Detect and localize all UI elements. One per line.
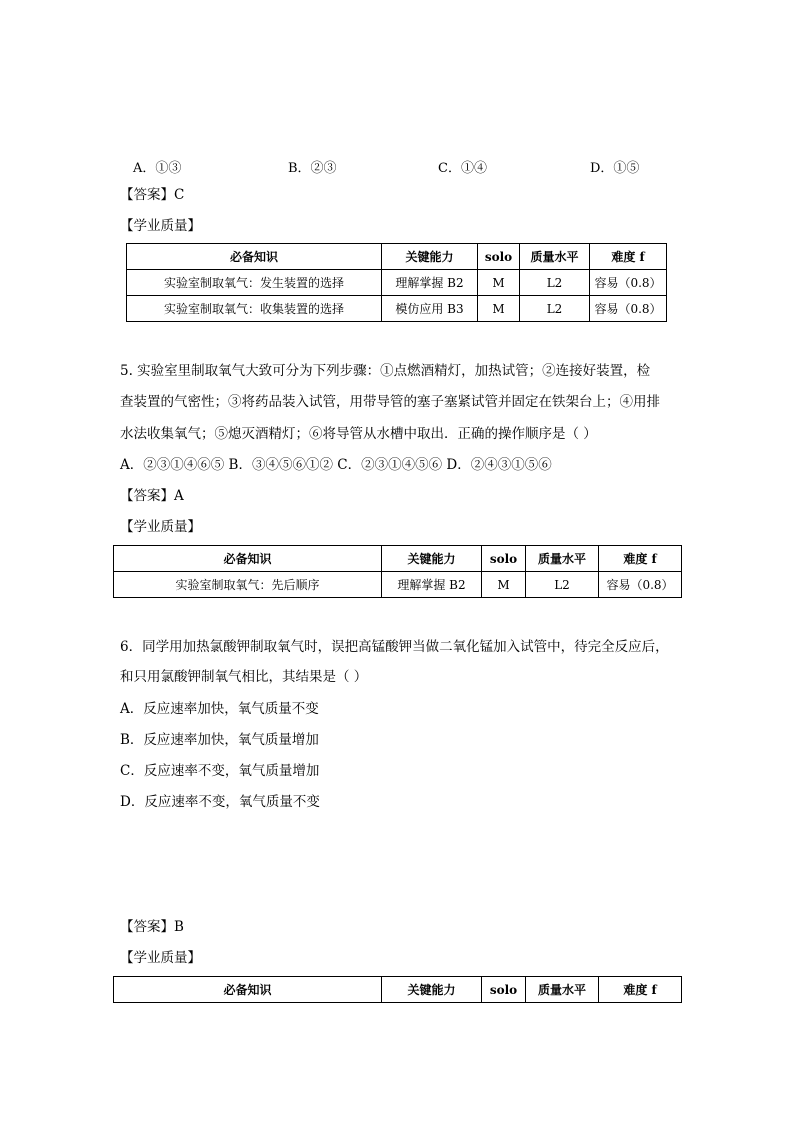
header-cell: solo (478, 244, 520, 270)
table-cell: L2 (520, 270, 590, 296)
table-cell: 理解掌握 B2 (382, 270, 478, 296)
q4-option-b: B．②③ (288, 161, 337, 176)
q5-options: A．②③①④⑥⑤ B．③④⑤⑥①② C．②③①④⑤⑥ D．②④③①⑤⑥ (120, 457, 552, 473)
q6-option-b: B．反应速率加快，氧气质量增加 (120, 732, 319, 748)
q6-quality-table (113, 976, 682, 1003)
q5-stem-line-2: 查装置的气密性；③将药品装入试管，用带导管的塞子塞紧试管并固定在铁架台上；④用排 (120, 394, 660, 410)
table-cell: L2 (526, 572, 599, 598)
q6-stem-line-1: 6．同学用加热氯酸钾制取氧气时，误把高锰酸钾当做二氧化锰加入试管中，待完全反应后， (120, 639, 669, 655)
table-row (114, 572, 682, 598)
q6-option-a: A．反应速率加快，氧气质量不变 (120, 701, 319, 717)
q6-option-c: C．反应速率不变，氧气质量增加 (120, 763, 320, 779)
q5-answer: 【答案】A (120, 488, 184, 504)
table-row (127, 270, 667, 296)
q4-option-d: D．①⑤ (590, 161, 640, 176)
header-cell: solo (482, 546, 526, 572)
table-cell: 实验室制取氧气：收集装置的选择 (127, 296, 382, 322)
q5-quality-label: 【学业质量】 (120, 519, 201, 535)
q4-answer: 【答案】C (120, 187, 185, 203)
header-cell: 必备知识 (114, 546, 382, 572)
table-cell: 容易（0.8） (599, 572, 682, 598)
table-header-row (114, 977, 682, 1003)
header-cell: 关键能力 (382, 977, 482, 1003)
q4-quality-table (126, 243, 667, 322)
header-cell: 必备知识 (114, 977, 382, 1003)
table-cell: L2 (520, 296, 590, 322)
q4-option-c: C．①④ (438, 161, 487, 176)
table-cell: M (478, 296, 520, 322)
header-cell: solo (482, 977, 526, 1003)
table-cell: 理解掌握 B2 (382, 572, 482, 598)
table-cell: 容易（0.8） (590, 270, 667, 296)
q6-stem-line-2: 和只用氯酸钾制氧气相比，其结果是（ ） (120, 669, 368, 685)
table-row (127, 296, 667, 322)
table-cell: 实验室制取氧气：发生装置的选择 (127, 270, 382, 296)
table-cell: M (482, 572, 526, 598)
header-cell: 质量水平 (526, 546, 599, 572)
table-header-row (127, 244, 667, 270)
header-cell: 关键能力 (382, 546, 482, 572)
header-cell: 难度 f (590, 244, 667, 270)
table-cell: M (478, 270, 520, 296)
q4-option-a: A．①③ (133, 161, 182, 176)
header-cell: 关键能力 (382, 244, 478, 270)
table-cell: 模仿应用 B3 (382, 296, 478, 322)
q6-answer: 【答案】B (120, 919, 184, 935)
header-cell: 难度 f (599, 546, 682, 572)
header-cell: 必备知识 (127, 244, 382, 270)
header-cell: 质量水平 (520, 244, 590, 270)
header-cell: 质量水平 (526, 977, 599, 1003)
q6-quality-label: 【学业质量】 (120, 950, 201, 966)
table-header-row (114, 546, 682, 572)
table-cell: 实验室制取氧气：先后顺序 (114, 572, 382, 598)
q5-stem-line-1: 5. 实验室里制取氧气大致可分为下列步骤：①点燃酒精灯，加热试管；②连接好装置，检 (120, 363, 651, 379)
q5-stem-line-3: 水法收集氧气；⑤熄灭酒精灯；⑥将导管从水槽中取出．正确的操作顺序是（ ） (120, 426, 597, 442)
q5-quality-table (113, 545, 682, 598)
q6-option-d: D．反应速率不变，氧气质量不变 (120, 794, 320, 810)
header-cell: 难度 f (599, 977, 682, 1003)
table-cell: 容易（0.8） (590, 296, 667, 322)
q4-quality-label: 【学业质量】 (120, 218, 201, 234)
